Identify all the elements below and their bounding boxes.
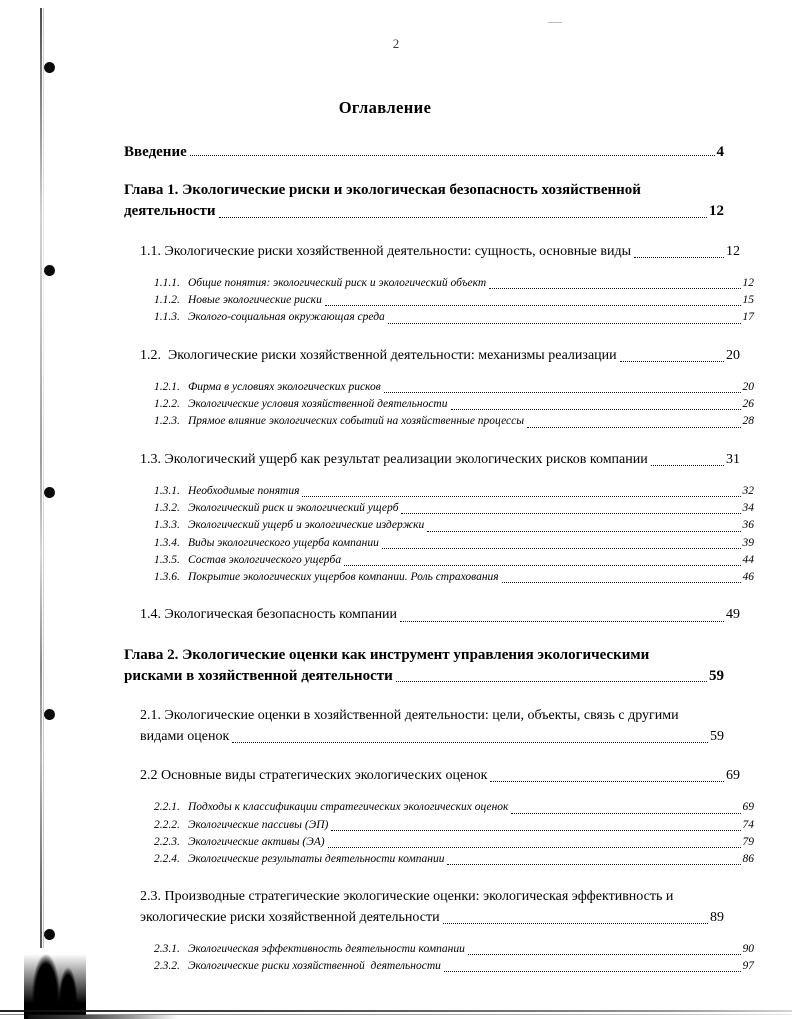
toc-entry-number: 2.3.2. [154,960,180,973]
dot-leader [384,391,741,393]
toc-entry-label: Экологический ущерб и экологические издержки [188,519,425,532]
toc-page-number: 44 [742,553,754,566]
toc-entry-chapter-1[interactable] [124,180,724,223]
toc-entry-subsection[interactable] [154,483,754,500]
dot-leader [325,304,741,306]
scan-tick-mark [548,22,562,23]
toc-entry-label: Новые экологические риски [188,294,322,307]
binding-edge-line [40,8,42,948]
toc-entry-label-line2: экологические риски хозяйственной деятельности [140,909,440,925]
dot-leader [468,953,741,955]
toc-entry-subsection[interactable] [154,834,754,851]
toc-page-number: 97 [742,960,754,973]
toc-entry-subsection[interactable] [154,799,754,816]
dot-leader [451,408,741,410]
toc-entry-label-line2: видами оценок [140,728,230,744]
dot-leader [400,620,724,622]
dot-leader [527,426,740,428]
toc-entry-number: 1.1.1. [154,276,180,289]
binding-edge-line-secondary [43,8,44,948]
toc-page-number: 59 [710,728,724,744]
toc-entry-label: 2.2 Основные виды стратегических экологических оценок [140,767,488,783]
dot-leader [396,680,707,682]
toc-entry-subsection[interactable] [154,958,754,975]
toc-entry-subsection[interactable] [154,569,754,586]
toc-entry-chapter-2[interactable] [124,645,724,688]
toc-page-number: 31 [726,451,740,467]
toc-entry-subsection[interactable] [154,851,754,868]
dot-leader [634,256,724,258]
dot-leader [444,970,741,972]
toc-entry-subsection[interactable] [154,309,754,326]
dot-leader [620,360,724,362]
toc-page-number: 90 [742,942,754,955]
toc-page-number: 39 [742,536,754,549]
toc-page-number: 12 [709,203,724,220]
table-of-contents [124,98,754,975]
dot-leader [502,581,741,583]
toc-entry-subsection[interactable] [154,396,754,413]
toc-entry-label: 1.4. Экологическая безопасность компании [140,607,398,623]
toc-entry-label: Экологические риски хозяйственной деятельности [188,960,441,973]
toc-entry-number: 1.3.3. [154,519,180,532]
toc-page-number: 89 [710,909,724,925]
toc-page-number: 12 [726,243,740,259]
toc-entry-introduction[interactable] [124,144,724,161]
toc-page-number: 69 [726,767,740,783]
toc-entry-section-2-3[interactable] [140,887,724,928]
toc-entry-label-line2: деятельности [124,203,216,220]
dot-leader [651,464,724,466]
toc-entry-subsection[interactable] [154,552,754,569]
dot-leader [382,547,741,549]
toc-entry-number: 2.2.1. [154,801,180,814]
toc-entry-subsection[interactable] [154,817,754,834]
toc-entry-label: Экологические условия хозяйственной деятельности [188,398,448,411]
toc-entry-label-line1: 2.3. Производные стратегические экологические оценки: экологическая эффективность и [140,889,674,905]
toc-entry-label: Экологические пассивы (ЭП) [188,818,329,831]
page-bottom-edge-line-secondary [0,1014,792,1015]
toc-entry-number: 2.2.4. [154,853,180,866]
dot-leader [447,863,740,865]
toc-entry-subsection[interactable] [154,413,754,430]
toc-page-number: 17 [742,311,754,324]
toc-entry-subsection[interactable] [154,275,754,292]
punch-hole-dot [43,486,57,500]
dot-leader [401,512,740,514]
toc-page-number: 79 [742,835,754,848]
dot-leader [388,322,741,324]
dot-leader [232,741,708,743]
scan-shadow-artifact [24,907,86,1019]
toc-entry-label: Виды экологического ущерба компании [188,536,379,549]
toc-entry-label: Экологические активы (ЭА) [188,835,325,848]
dot-leader [302,495,740,497]
toc-entry-subsection[interactable] [154,941,754,958]
toc-entry-section-1-1[interactable] [140,242,740,262]
toc-entry-section-2-1[interactable] [140,706,724,747]
toc-entry-label: Общие понятия: экологический риск и экологический объект [188,276,487,289]
toc-entry-subsection[interactable] [154,500,754,517]
dot-leader [328,846,741,848]
toc-page-number: 69 [742,801,754,814]
dot-leader [489,287,740,289]
toc-entry-number: 1.3.5. [154,553,180,566]
toc-page-number: 34 [742,502,754,515]
toc-entry-label: 1.2. Экологические риски хозяйственной деятельности: механизмы реализации [140,347,617,363]
toc-page-number: 49 [726,607,740,623]
toc-page-number: 36 [742,519,754,532]
dot-leader [190,154,715,156]
toc-entry-section-1-4[interactable] [140,605,740,625]
toc-entry-label: Фирма в условиях экологических рисков [188,380,381,393]
toc-entry-label-line1: Глава 1. Экологические риски и экологическая безопасность хозяйственной [124,182,641,198]
toc-page-number: 12 [742,276,754,289]
dot-leader [490,780,724,782]
dot-leader [331,829,740,831]
toc-entry-label-line2: рисками в хозяйственной деятельности [124,668,393,685]
punch-hole-dot [43,264,57,278]
toc-entry-section-1-3[interactable] [140,450,740,470]
dot-leader [219,216,707,218]
toc-page-number: 86 [742,853,754,866]
toc-entry-number: 1.1.2. [154,294,180,307]
toc-page-number: 4 [716,144,724,160]
toc-entry-subsection[interactable] [154,535,754,552]
toc-entry-number: 1.2.3. [154,415,180,428]
toc-entry-section-1-2[interactable] [140,346,740,366]
punch-hole-dot [43,708,57,722]
toc-entry-label-line1: 2.1. Экологические оценки в хозяйственной деятельности: цели, объекты, связь с другими [140,708,679,724]
toc-entry-label: Экологическая эффективность деятельности компании [188,942,465,955]
toc-page-number: 46 [742,571,754,584]
toc-entry-number: 1.2.1. [154,380,180,393]
toc-entry-subsection[interactable] [154,517,754,534]
toc-entry-label: Экологический риск и экологический ущерб [188,502,399,515]
page-bottom-edge-line [0,1010,792,1012]
toc-entry-subsection[interactable] [154,379,754,396]
toc-entry-label: Состав экологического ущерба [188,553,342,566]
toc-page-number: 26 [742,398,754,411]
toc-entry-number: 1.3.6. [154,571,180,584]
toc-entry-label: Необходимые понятия [188,484,300,497]
toc-page-number: 28 [742,415,754,428]
toc-entry-number: 1.3.2. [154,502,180,515]
page-number: 2 [392,36,400,51]
toc-entry-subsection[interactable] [154,292,754,309]
toc-page-number: 32 [742,484,754,497]
toc-entry-label-line1: Глава 2. Экологические оценки как инструмент управления экологическими [124,646,650,663]
toc-page-number: 15 [742,294,754,307]
toc-page-number: 59 [709,668,724,685]
page-title: Оглавление [338,98,432,117]
toc-entry-label: Прямое влияние экологических событий на хозяйственные процессы [188,415,525,428]
toc-page-number: 74 [742,818,754,831]
toc-page-number: 20 [742,380,754,393]
dot-leader [511,812,740,814]
toc-entry-label: Покрытие экологических ущербов компании. Роль страхования [188,571,499,584]
toc-entry-section-2-2[interactable] [140,766,740,786]
toc-entry-number: 1.3.4. [154,536,180,549]
toc-page-number: 20 [726,347,740,363]
toc-entry-label: 1.1. Экологические риски хозяйственной деятельности: сущность, основные виды [140,243,631,259]
dot-leader [427,530,740,532]
toc-entry-number: 2.3.1. [154,942,180,955]
toc-entry-label: Подходы к классификации стратегических экологических оценок [188,801,509,814]
toc-entry-number: 2.2.3. [154,835,180,848]
toc-entry-label: Эколого-социальная окружающая среда [188,311,385,324]
toc-entry-label: Введение [124,144,187,160]
toc-entry-label: 1.3. Экологический ущерб как результат реализации экологических рисков компании [140,451,648,467]
toc-entry-number: 1.3.1. [154,484,180,497]
punch-hole-dot [43,61,57,75]
toc-entry-number: 2.2.2. [154,818,180,831]
dot-leader [344,564,740,566]
toc-entry-label: Экологические результаты деятельности компании [188,853,445,866]
toc-entry-number: 1.1.3. [154,311,180,324]
dot-leader [443,922,708,924]
toc-entry-number: 1.2.2. [154,398,180,411]
